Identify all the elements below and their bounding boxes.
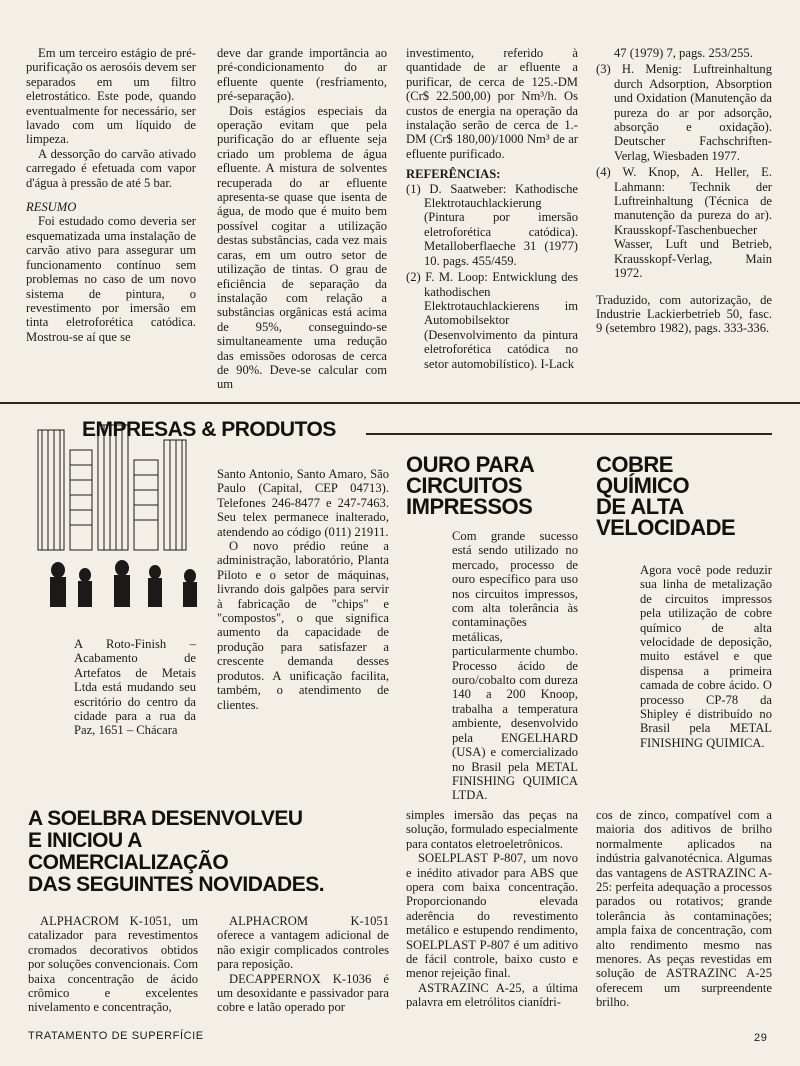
title-line: IMPRESSOS <box>406 494 533 519</box>
title-line: VELOCIDADE <box>596 515 736 540</box>
references-heading: REFERÊNCIAS: <box>406 167 501 182</box>
article-col-1 <box>26 46 196 344</box>
title-line: COMERCIALIZAÇÃO <box>28 851 229 874</box>
reference-item: (1) D. Saatweber: Kathodische Elektrotauchlackierung (Pintura por imersão eletroforética catódica). Metalloberflaeche 31 (1977) 10. pags. 455/459. <box>406 181 578 268</box>
paragraph: ALPHACROM K-1051 oferece a vantagem adicional de não exigir complicados controles para reposição. <box>217 914 389 972</box>
title-line: COBRE <box>596 452 673 477</box>
paragraph: Agora você pode reduzir sua linha de metalização de circuitos impressos pela utilização de cobre químico de alta velocidade de deposição, muito estável e que dispensa a primeira camada de cobre ácido. O processo CP-78 da Shipley é distribuído no Brasil pela METAL FINISHING QUIMICA. <box>640 563 772 750</box>
paragraph: ALPHACROM K-1051, um catalizador para revestimentos cromados decorativos obtidos por soluções convencionais. Com baixa concentração de ácido crômico e excelentes nivelamento e concentração, <box>28 914 198 1015</box>
title-line: DAS SEGUINTES NOVIDADES. <box>28 873 325 896</box>
ouro-title <box>406 454 586 517</box>
resumo-heading: RESUMO <box>26 200 77 215</box>
article-col-2 <box>217 46 387 392</box>
paragraph: Dois estágios especiais da operação evitam que pela purificação do ar efluente seja criado um problema de água efluente. A mistura de solventes recuperada do ar efluente apresenta-se quase que isenta de água, de modo que é muito bem possível cogitar a utilização destas substâncias, cada vez mais caras, em um outro setor de utilização de tintas. O grau de eficiência de separação da instalação com relação a substâncias orgânicas está acima de 95%, conseguindo-se simultaneamente uma redução das emissões odorosas de cerca de 90%. Deve-se calcular com um <box>217 103 387 392</box>
soelbra-col-3 <box>406 808 578 1010</box>
reference-item: (3) H. Menig: Luftreinhaltung durch Adsorption, Absorption und Oxidation (Manutenção da pureza do ar por adsorção, absorção e oxidação). Deutscher Fachschriften-Verlag, Wiesbaden 1977. <box>596 62 772 163</box>
paragraph: cos de zinco, compatível com a maioria dos aditivos de brilho normalmente aplicados na indústria galvanotécnica. Algumas das vantagens de ASTRAZINC A-25: perfeita adequação a processos parados ou rotativos; grande tolerância às contaminações; ampla faixa de concentração, com alto rendimento mesmo nas menores. As peças revestidas em solução de ASTRAZINC A-25 oferecem um surpreendente brilho. <box>596 808 772 1010</box>
soelbra-title <box>28 808 398 896</box>
title-line: DE ALTA <box>596 494 684 519</box>
paragraph: Foi estudado como deveria ser esquematizada uma instalação de carvão ativo para assegurar um funcionamento contínuo sem problemas no caso de um novo sistema de pintura, o revestimento por imersão em tinta eletroforética catódica. Mostrou-se aí que se <box>26 214 196 344</box>
title-line: E INICIOU A <box>28 829 142 852</box>
ouro-text <box>406 529 578 803</box>
title-line: A SOELBRA DESENVOLVEU <box>28 807 303 830</box>
paragraph: ASTRAZINC A-25, a última palavra em eletrólitos cianídri- <box>406 980 578 1010</box>
soelbra-col-4 <box>596 808 772 1010</box>
rotofinish-col-b <box>217 467 389 712</box>
article-col-4 <box>596 46 772 336</box>
reference-continuation: 47 (1979) 7, pags. 253/255. <box>614 46 753 60</box>
paragraph: SOELPLAST P-807, um novo e inédito ativador para ABS que opera com baixa concentração. Proporcionando elevada aderência do revestimento metálico e estupendo rendimento, SOELPLAST P-807 é um aditivo de fácil controle, baixo custo e menor rejeição final. <box>406 851 578 981</box>
paragraph: O novo prédio reúne a administração, laboratório, Planta Piloto e o setor de máquinas, livrando dois galpões para servir à fabricação de "chips" e "compostos", o que significa aumento da capacidade de produção para satisfazer a crescente demanda desses produtos. A unificação facilita, também, o atendimento de clientes. <box>217 539 389 712</box>
paragraph: deve dar grande importância ao pré-condicionamento do ar efluente quente (resfriamento, pré-separação). <box>217 46 387 104</box>
section-title-rule <box>366 433 772 435</box>
rotofinish-col-a <box>26 637 196 738</box>
section-title-empresas: EMPRESAS & PRODUTOS <box>82 418 336 441</box>
paragraph: DECAPPERNOX K-1036 é um desoxidante e passivador para cobre e latão operado por <box>217 971 389 1015</box>
paragraph: simples imersão das peças na solução, formulado especialmente para contatos eletroeletrônicos. <box>406 808 578 851</box>
reference-item: (4) W. Knop, A. Heller, E. Lahmann: Technik der Luftreinhaltung (Técnica de manutenção da pureza do ar). Krausskopf-Taschenbuecher Wasser, Luft und Betrieb, Krausskopf-Verlag, Main 1972. <box>596 165 772 281</box>
article-col-3 <box>406 46 578 371</box>
paragraph: Santo Antonio, Santo Amaro, São Paulo (Capital, CEP 04713). Telefones 246-8477 e 247-7463. Seu telex permanece inalterado, atendendo ao código (011) 21911. <box>217 467 389 539</box>
paragraph: Com grande sucesso está sendo utilizado no mercado, processo de ouro específico para uso nos circuitos impressos, com alta tolerância às contaminações metálicas, particularmente chumbo. Processo ácido de ouro/cobalto com dureza 140 a 200 Knoop, trabalha a temperatura ambiente, desenvolvido pela ENGELHARD (USA) e comercializado no Brasil pela METAL FINISHING QUIMICA LTDA. <box>452 529 578 803</box>
translation-note: Traduzido, com autorização, de Industrie Lackierbetrieb 50, fasc. 9 (setembro 1982), pags. 333-336. <box>596 292 772 336</box>
cobre-text <box>596 563 772 750</box>
cobre-title <box>596 454 776 538</box>
title-line: OURO PARA <box>406 452 535 477</box>
paragraph: A dessorção do carvão ativado carregado é efetuada com vapor d'água à pressão de até 5 bar. <box>26 146 196 190</box>
soelbra-col-2 <box>217 914 389 1015</box>
title-line: QUÍMICO <box>596 473 690 498</box>
soelbra-col-1 <box>28 914 198 1015</box>
title-line: CIRCUITOS <box>406 473 523 498</box>
paragraph: Em um terceiro estágio de pré-purificação os aerosóis devem ser separados em um filtro eletrostático. Este pode, quando eventualmente for necessário, ser lavado com um líquido de limpeza. <box>26 46 196 147</box>
section-divider <box>0 402 800 404</box>
reference-item: (2) F. M. Loop: Entwicklung des kathodischen Elektrotauchlackierens im Automobilsektor (Desenvolvimento da pintura eletroforética catódica no setor automobilístico). I-Lack <box>406 270 578 371</box>
journal-name: TRATAMENTO DE SUPERFÍCIE <box>28 1030 204 1042</box>
paragraph: A Roto-Finish – Acabamento de Artefatos de Metais Ltda está mudando seu escritório do centro da cidade para a rua da Paz, 1651 – Chácara <box>74 637 196 738</box>
page-number: 29 <box>754 1032 768 1044</box>
paragraph: investimento, referido à quantidade de ar efluente a purificar, de cerca de 125.-DM (Cr$ 22.500,00) por Nm³/h. Os custos de energia na operação da instalação serão de cerca de 1.-DM (Cr$ 180,00)/1000 Nm³ de ar efluente purificado. <box>406 46 578 161</box>
city-skyline-illustration <box>30 420 210 610</box>
